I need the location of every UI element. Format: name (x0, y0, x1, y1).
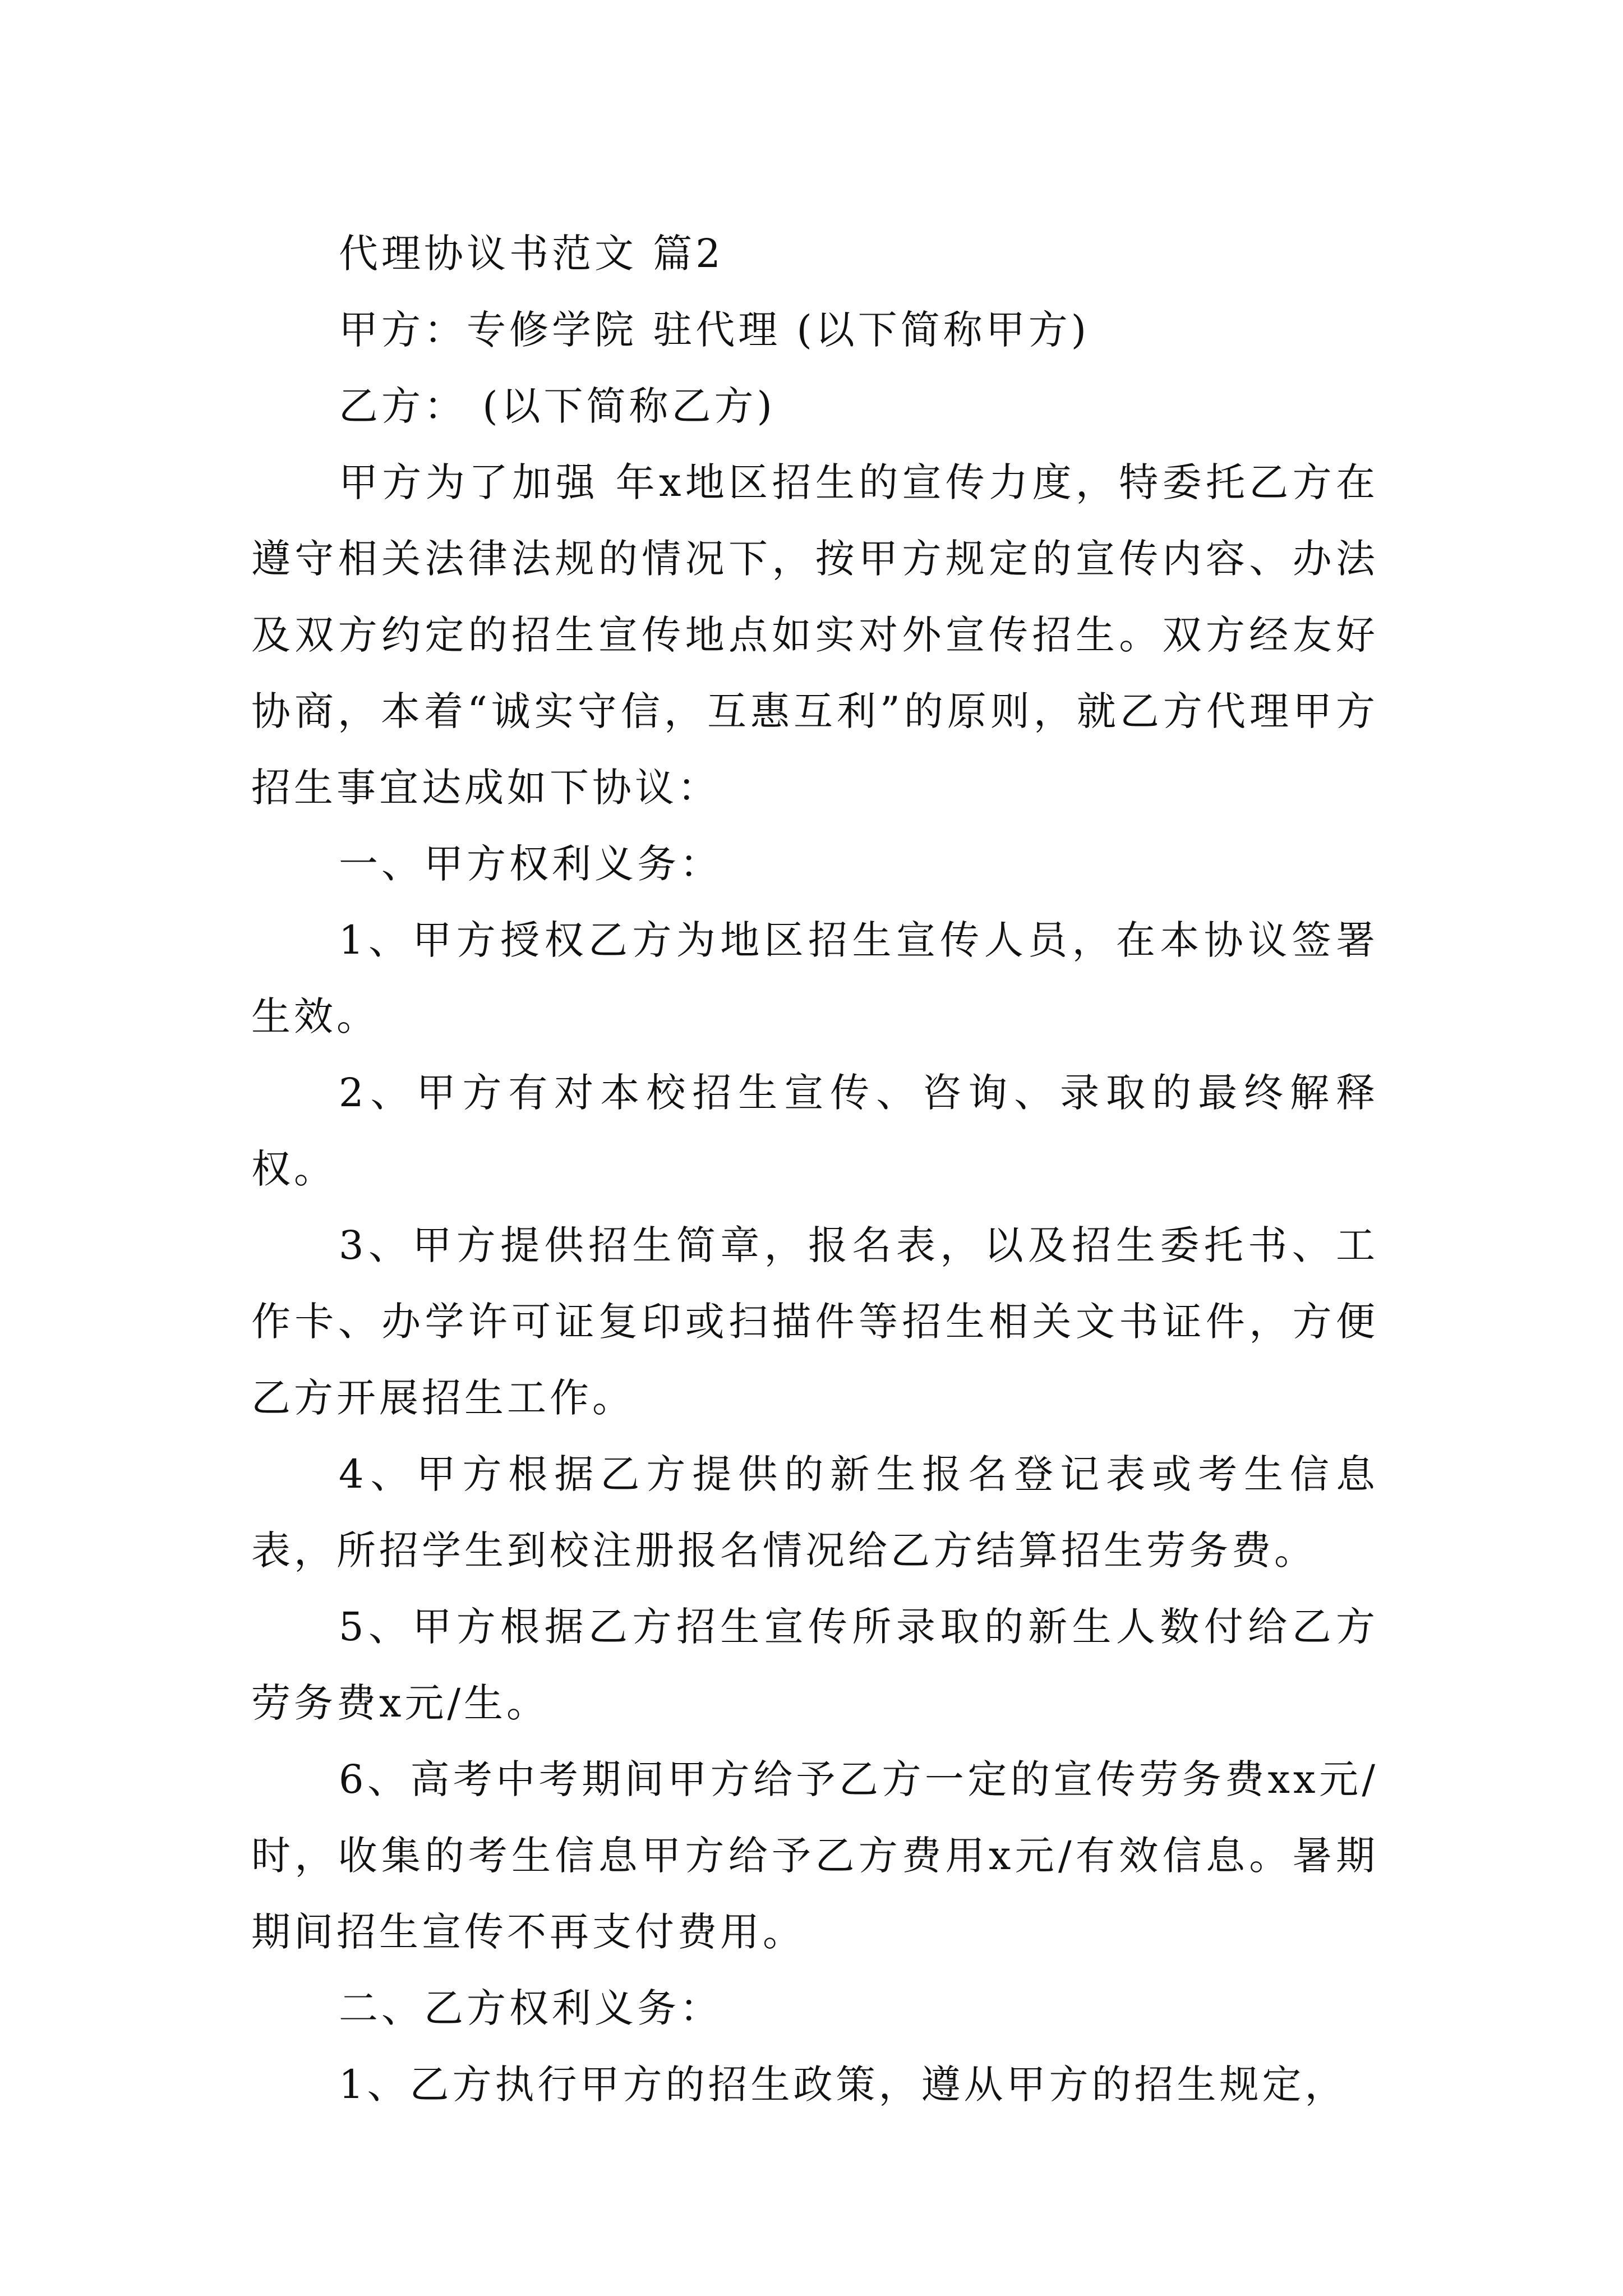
section-heading-party-b: 二、乙方权利义务： (339, 1985, 722, 2031)
preamble-paragraph: 甲方为了加强 年x地区招生的宣传力度，特委托乙方在遵守相关法律法规的情况下，按甲方规定的宣传内容、办法及双方约定的招生宣传地点如实对外宣传招生。双方经友好协商，本着“诚实守信，互惠互利”的原则，就乙方代理甲方招生事宜达成如下协议： (251, 459, 1378, 811)
clause-b1: 1、乙方执行甲方的招生政策，遵从甲方的招生规定， (339, 2062, 1348, 2108)
clause-a3: 3、甲方提供招生简章，报名表，以及招生委托书、工作卡、办学许可证复印或扫描件等招生相关文书证件，方便乙方开展招生工作。 (251, 1222, 1378, 1421)
clause-a4: 4、甲方根据乙方提供的新生报名登记表或考生信息表，所招学生到校注册报名情况给乙方结算招生劳务费。 (251, 1451, 1378, 1573)
party-a-line: 甲方：专修学院 驻代理 (以下简称甲方) (339, 307, 1090, 353)
clause-a1: 1、甲方授权乙方为地区招生宣传人员，在本协议签署生效。 (251, 917, 1378, 1039)
clause-a6: 6、高考中考期间甲方给予乙方一定的宣传劳务费xx元/时，收集的考生信息甲方给予乙方费用x元/有效信息。暑期期间招生宣传不再支付费用。 (251, 1756, 1378, 1955)
section-heading-party-a: 一、甲方权利义务： (339, 841, 722, 887)
party-b-line: 乙方： (以下简称乙方) (339, 383, 776, 429)
document-body (251, 215, 1378, 2123)
clause-a2: 2、甲方有对本校招生宣传、咨询、录取的最终解释权。 (251, 1070, 1378, 1192)
clause-a5: 5、甲方根据乙方招生宣传所录取的新生人数付给乙方劳务费x元/生。 (251, 1604, 1378, 1726)
document-title: 代理协议书范文 篇2 (339, 231, 724, 277)
